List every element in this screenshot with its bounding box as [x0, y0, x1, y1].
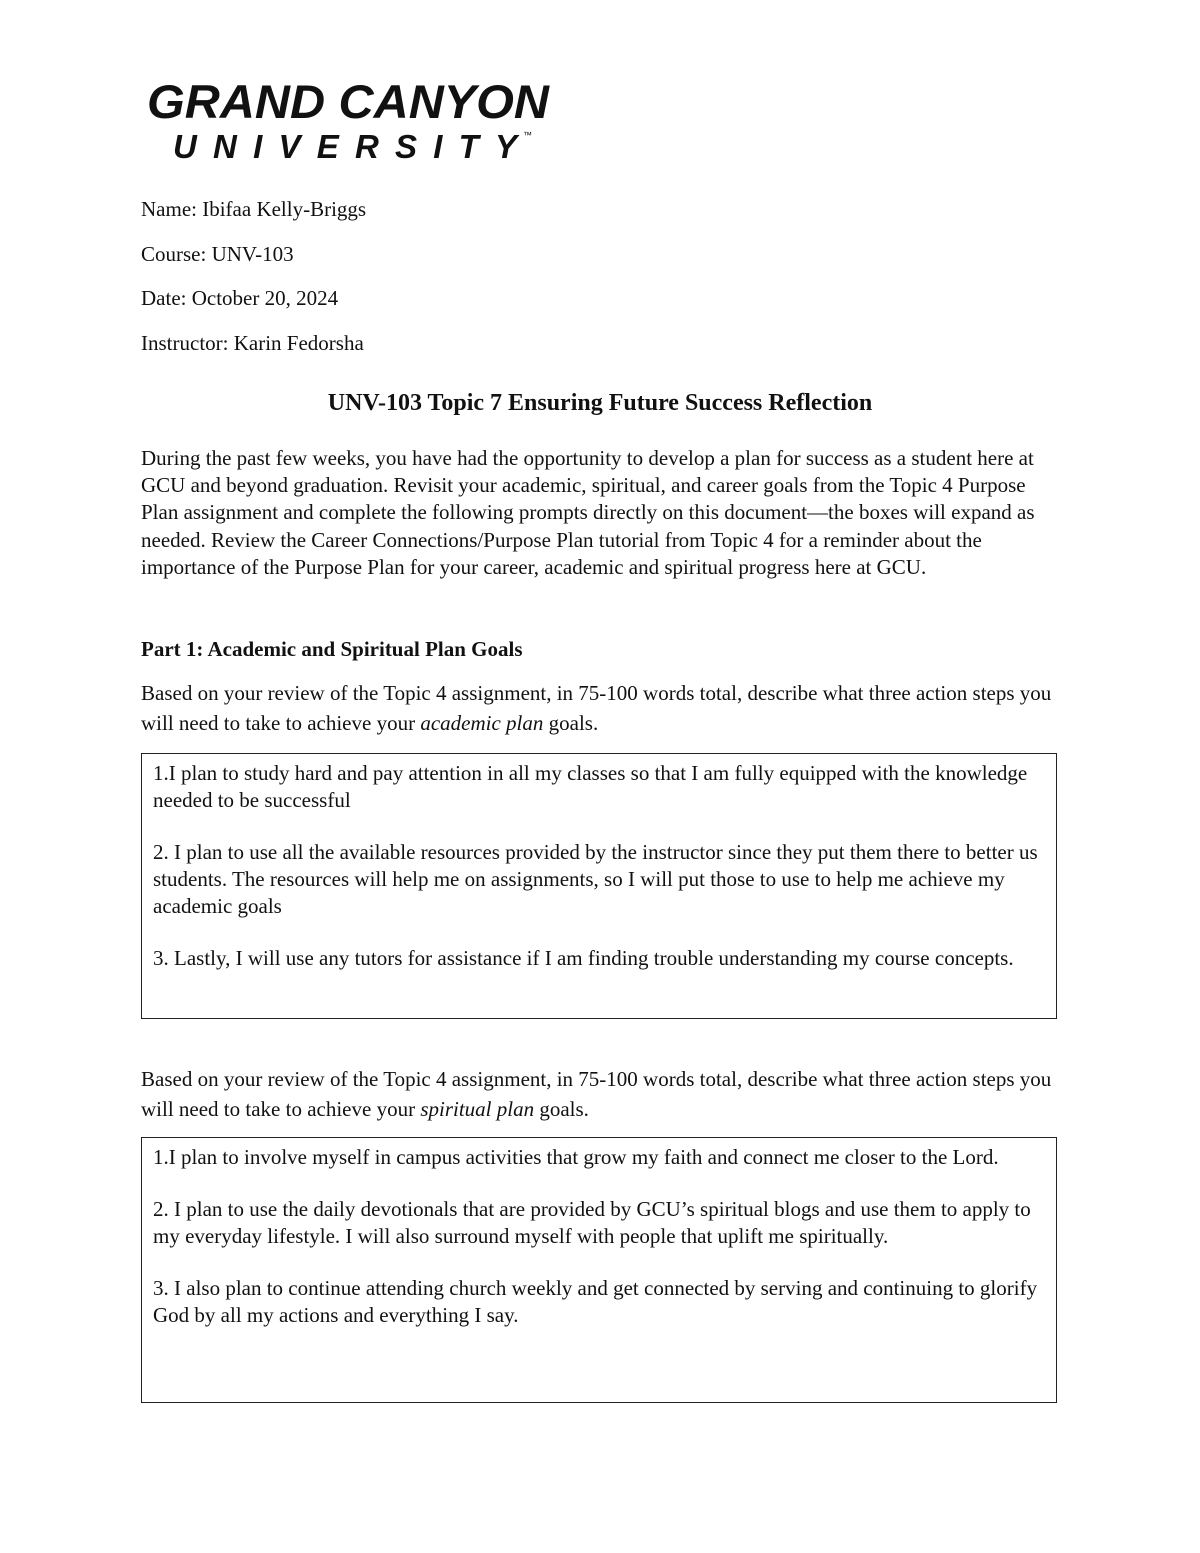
part1-heading: Part 1: Academic and Spiritual Plan Goals	[141, 637, 523, 661]
academic-prompt-text: Based on your review of the Topic 4 assignment, in 75-100 words total, describe what three action steps you will need to take to achieve your	[141, 681, 1052, 735]
spiritual-prompt-end: goals.	[534, 1097, 589, 1121]
spiritual-answer-1: 1.I plan to involve myself in campus activities that grow my faith and connect me closer to the Lord.	[153, 1145, 999, 1169]
instructor-name: Instructor: Karin Fedorsha	[141, 331, 364, 355]
academic-prompt-end: goals.	[543, 711, 599, 735]
academic-answer-box[interactable]	[141, 753, 1057, 1019]
spiritual-prompt-emphasis: spiritual plan	[420, 1097, 535, 1121]
academic-answer-3: 3. Lastly, I will use any tutors for assistance if I am finding trouble understanding my course concepts.	[153, 946, 1014, 970]
student-name: Name: Ibifaa Kelly-Briggs	[141, 197, 367, 221]
submission-date: Date: October 20, 2024	[141, 286, 339, 310]
university-logo	[147, 76, 557, 166]
logo-trademark: ™	[523, 130, 532, 140]
logo-line-2: UNIVERSITY	[173, 128, 517, 165]
document-title: UNV-103 Topic 7 Ensuring Future Success Reflection	[327, 390, 873, 416]
spiritual-prompt	[141, 1064, 1061, 1124]
spiritual-prompt-text: Based on your review of the Topic 4 assignment, in 75-100 words total, describe what three action steps you will need to take to achieve your	[141, 1067, 1052, 1121]
academic-answer-1: 1.I plan to study hard and pay attention in all my classes so that I am fully equipped with the knowledge needed to be successful	[153, 761, 1028, 812]
spiritual-answer-box[interactable]	[141, 1137, 1057, 1403]
academic-answer-2: 2. I plan to use all the available resources provided by the instructor since they put them there to better us students. The resources will help me on assignments, so I will put those to use to help me achieve my academic goals	[153, 840, 1038, 918]
intro-paragraph: During the past few weeks, you have had the opportunity to develop a plan for success as a student here at GCU and beyond graduation. Revisit your academic, spiritual, and career goals from the Topic 4 Purpose Plan assignment and complete the following prompts directly on this document—the boxes will expand as needed. Review the Career Connections/Purpose Plan tutorial from Topic 4 for a reminder about the importance of the Purpose Plan for your career, academic and spiritual progress here at GCU.	[141, 446, 1035, 579]
logo-line-1: GRAND CANYON	[147, 76, 551, 128]
academic-prompt	[141, 678, 1061, 738]
academic-prompt-emphasis: academic plan	[420, 711, 544, 735]
spiritual-answer-3: 3. I also plan to continue attending church weekly and get connected by serving and continuing to glorify God by all my actions and everything I say.	[153, 1276, 1038, 1327]
course-code: Course: UNV-103	[141, 242, 294, 266]
spiritual-answer-2: 2. I plan to use the daily devotionals that are provided by GCU’s spiritual blogs and use them to apply to my everyday lifestyle. I will also surround myself with people that uplift me spiritually.	[153, 1197, 1031, 1248]
